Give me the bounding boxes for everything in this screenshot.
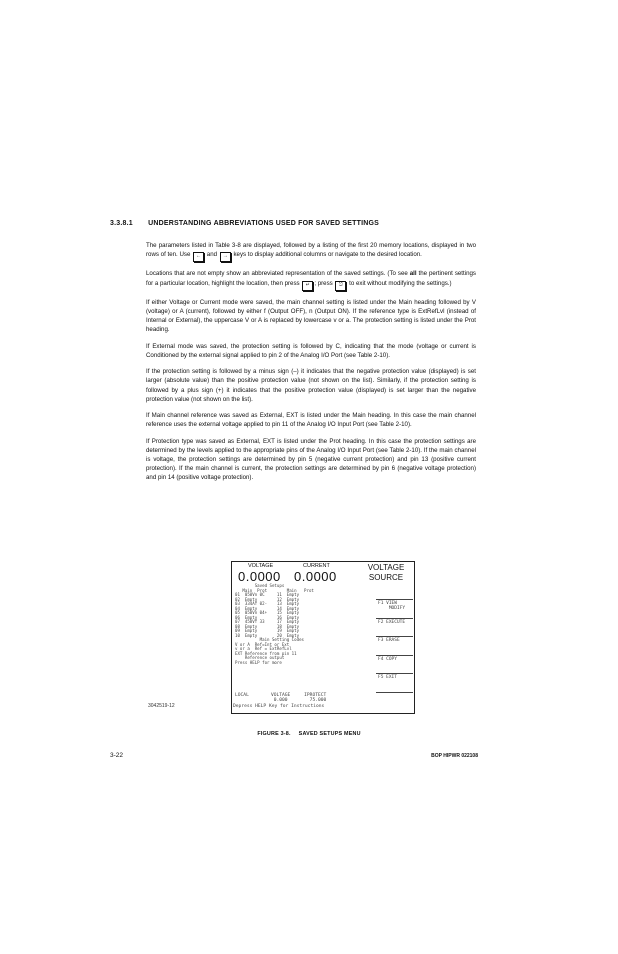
voltage-label: VOLTAGE [248, 563, 274, 569]
body-text [146, 241, 476, 490]
section-heading [110, 220, 510, 227]
paragraph-6: If Main channel reference was saved as External, EXT is listed under the Main heading. In this case the main channel reference uses the external voltage applied to pin 11 of the Analog I/O Input Port (see Table 2-10). [146, 412, 476, 429]
figure-id: 3042519-12 [148, 703, 175, 709]
voltage-readout: 0.0000 [238, 569, 281, 584]
paragraph-4: If External mode was saved, the protection setting is followed by C, indicating that the mode (voltage or current is Conditioned by the external signal applied to pin 2 of the Analog I/O Port (see Table 2-10). [146, 342, 476, 359]
figure-title: SAVED SETUPS MENU [298, 731, 361, 737]
right-arrow-key-icon: → [220, 252, 231, 262]
escape-key-icon: ⎋ [335, 281, 346, 291]
paragraph-7: If Protection type was saved as External, EXT is listed under the Prot heading. In this case the protection settings are determined by the levels applied to the appropriate pins of the Analog I/O Input Port (see Table 2-10). If the main channel is voltage, the protection settings are determined by pin 5 (negative current protection) and pin 13 (positive current protection). If the main channel is current, the protection settings are determined by pin 6 (negative voltage protection) and pin 14 (positive voltage protection). [146, 437, 476, 482]
figure-caption [0, 731, 618, 737]
section-number: 3.3.8.1 [110, 220, 133, 227]
status-line-2: 0.000 75.000 [235, 698, 327, 703]
f2-execute-button[interactable]: F2 EXECUTE [376, 618, 413, 637]
left-arrow-key-icon: ← [193, 252, 204, 262]
function-key-menu [376, 599, 413, 693]
status-line-1: LOCAL VOLTAGE IPROTECT [235, 693, 327, 698]
current-label: CURRENT [303, 563, 330, 569]
f4-copy-button[interactable]: F4 COPY [376, 655, 413, 674]
section-title: UNDERSTANDING ABBREVIATIONS USED FOR SAVED SETTINGS [148, 220, 379, 227]
paragraph-2: Locations that are not empty show an abbreviated representation of the saved settings. (To see all the pertinent settings for a particular location, highlight the location, then press ↵ ; press ⎋ to exit without modifying the settings.) [146, 269, 476, 290]
figure-number: FIGURE 3-8. [257, 731, 291, 737]
f5-exit-button[interactable]: F5 EXIT [376, 673, 413, 693]
enter-key-icon: ↵ [302, 281, 313, 291]
paragraph-3: If either Voltage or Current mode were saved, the main channel setting is listed under the Main heading followed by V (voltage) or A (current), followed by either f (Output OFF), n (Output ON). If the reference type is ExtRefLvl (instead of Internal or External), the uppercase V or A is replaced by lowercase v or a. The protection setting is listed under the Prot heading. [146, 298, 476, 334]
paragraph-1: The parameters listed in Table 3-8 are displayed, followed by a listing of the first 20 memory locations, displayed in two rows of ten. Use ← and → keys to display additional columns or navigate to the desired location. [146, 241, 476, 262]
current-readout: 0.0000 [294, 569, 337, 584]
mode-indicator: VOLTAGE SOURCE [367, 563, 405, 582]
saved-setups-list: Saved Setups Main Prot Main Prot 01 050Vn 0C 11 Empty 02 Empty 12 Empty 03 334Af 02- 13 Empty 04 Empty 14 Empty 05 050Vn 04+ 15 Empty 06 Empty 16 Empty 07 450Vf 33 17 Empty 08 Empty 18 Empty 09 Empty 19 Empty 10 Empty 20 Empty Main Setting Codes V or A Ref=Int or Ext v or a Ref = ExtRefLvl EXT Reference from pin 11 Reference output Press HELP for more [235, 583, 314, 665]
f3-erase-button[interactable]: F3 ERASE [376, 636, 413, 655]
saved-setups-screen [231, 561, 415, 714]
page-number: 3-22 [110, 752, 124, 759]
help-instructions: Depress HELP Key for Instructions [233, 704, 325, 709]
document-reference: BOP HIPWR 022108 [431, 753, 478, 759]
f1-view-modify-button[interactable]: F1 VIEW MODIFY [376, 599, 413, 618]
paragraph-5: If the protection setting is followed by a minus sign (–) it indicates that the negative protection value (displayed) is set larger (absolute value) than the positive protection value (not shown on the list). Similarly, if the protection setting is followed by a plus sign (+) it indicates that the positive protection value (displayed) is set larger than the negative protection value (not shown on the list). [146, 368, 476, 403]
